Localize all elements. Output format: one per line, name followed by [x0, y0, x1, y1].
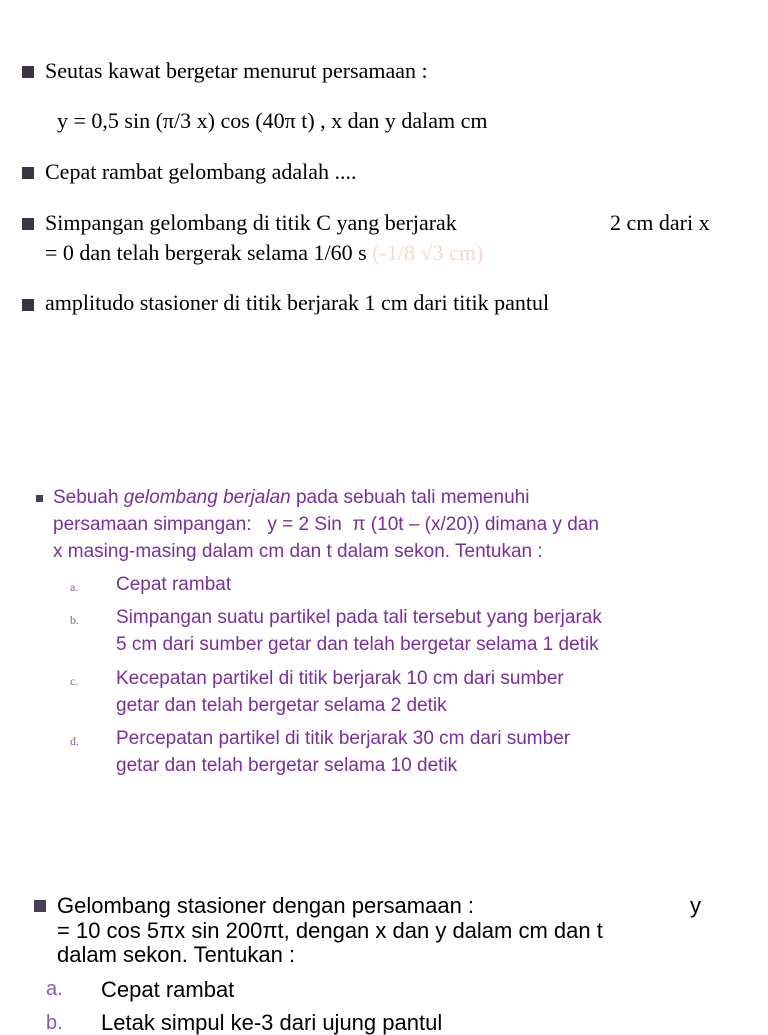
intro-italic-term: gelombang berjalan [123, 487, 291, 508]
intro-line-3: x masing-masing dalam cm dan t dalam sekon. Tentukan : [53, 541, 543, 562]
square-bullet-icon [36, 495, 43, 502]
list-item-d-line-2: getar dan telah bergetar selama 10 detik [116, 755, 458, 776]
square-bullet-icon [22, 299, 34, 311]
question-item-3-text: = 0 dan telah bergerak selama 1/60 s [45, 240, 367, 265]
stationary-item-b: Letak simpul ke-3 dari ujung pantul [101, 1010, 443, 1035]
list-item-a: Cepat rambat [116, 574, 232, 595]
list-label: a. [70, 580, 79, 594]
list-item-d-line-1: Percepatan partikel di titik berjarak 30 cm dari sumber [116, 728, 571, 749]
square-bullet-icon [22, 167, 34, 179]
question-item-3-line-2 [45, 238, 483, 268]
question-item-2: Cepat rambat gelombang adalah .... [45, 159, 357, 184]
list-label: b. [70, 613, 79, 627]
stationary-wave-line-1a: Gelombang stasioner dengan persamaan : [57, 893, 475, 918]
list-label: c. [70, 674, 79, 688]
square-bullet-icon [34, 900, 46, 912]
question-item-3-line-1a: Simpangan gelombang di titik C yang berjarak [45, 210, 457, 235]
question-item-4: amplitudo stasioner di titik berjarak 1 cm dari titik pantul [45, 290, 550, 315]
stationary-wave-line-1b: y [690, 893, 701, 918]
intro-text-a: Sebuah [53, 487, 119, 508]
intro-line-1 [53, 484, 529, 511]
stationary-item-a: Cepat rambat [101, 977, 235, 1002]
list-label: a. [46, 978, 63, 1000]
question-item-3-line-1b: 2 cm dari x [610, 210, 710, 235]
stationary-wave-line-2: = 10 cos 5πx sin 200πt, dengan x dan y dalam cm dan t [57, 918, 603, 943]
equation-line: y = 0,5 sin (π/3 x) cos (40π t) , x dan y dalam cm [57, 108, 488, 133]
list-label: b. [46, 1012, 63, 1034]
square-bullet-icon [22, 218, 34, 230]
stationary-wave-line-3: dalam sekon. Tentukan : [57, 942, 296, 967]
list-item-b-line-1: Simpangan suatu partikel pada tali tersebut yang berjarak [116, 607, 602, 628]
list-item-c-line-1: Kecepatan partikel di titik berjarak 10 cm dari sumber [116, 668, 564, 689]
square-bullet-icon [22, 66, 34, 78]
answer-hint: (-1/8 √3 cm) [372, 240, 484, 265]
intro-line-2: persamaan simpangan: y = 2 Sin π (10t – (x/20)) dimana y dan [53, 514, 599, 535]
list-item-c-line-2: getar dan telah bergetar selama 2 detik [116, 695, 447, 716]
intro-text-b: pada sebuah tali memenuhi [295, 487, 530, 508]
list-label: d. [70, 734, 79, 748]
question-item-1: Seutas kawat bergetar menurut persamaan : [45, 58, 428, 83]
list-item-b-line-2: 5 cm dari sumber getar dan telah bergetar selama 1 detik [116, 634, 599, 655]
